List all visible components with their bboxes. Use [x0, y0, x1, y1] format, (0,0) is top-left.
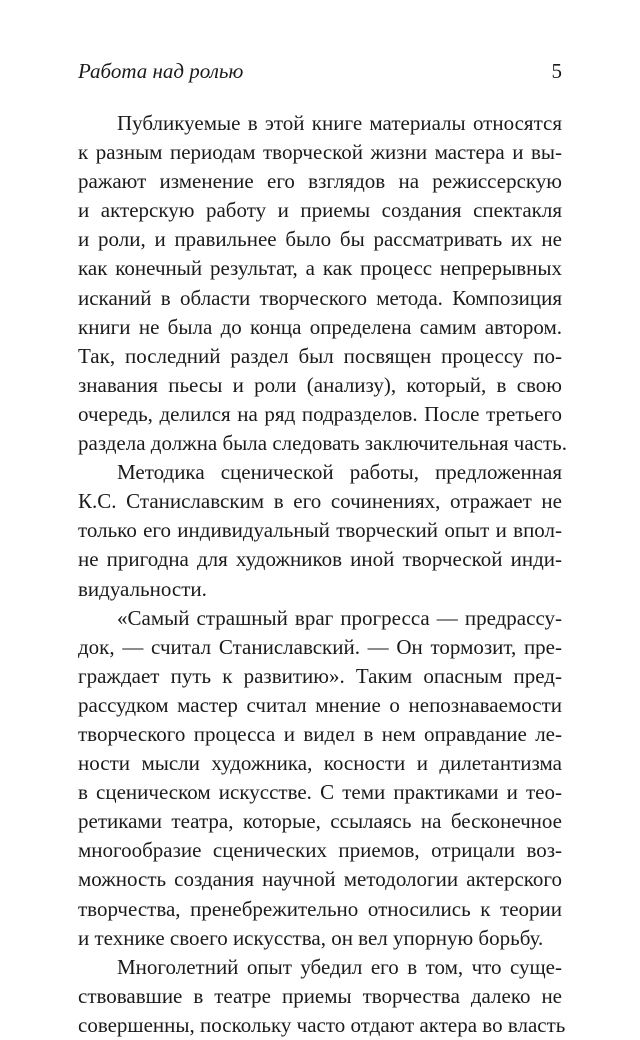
text-line: граждает путь к развитию». Таким опасным пред-	[78, 663, 562, 688]
text-line: в сценическом искусстве. С теми практиками и тео-	[78, 780, 562, 805]
text-line: Методика сценической работы, предложенная	[117, 460, 562, 485]
text-line: и актерскую работу и приемы создания спектакля	[78, 198, 562, 223]
text-line: очередь, делился на ряд подразделов. После третьего	[78, 401, 562, 426]
text-line: ретиками театра, которые, ссылаясь на бесконечное	[78, 809, 562, 834]
text-line: книги не была до конца определена самим автором.	[78, 314, 562, 339]
running-header	[78, 56, 562, 86]
text-line: творчества, пренебрежительно относились к теории	[78, 896, 562, 921]
text-line: и технике своего искусства, он вел упорную борьбу.	[78, 925, 544, 950]
text-line: знавания пьесы и роли (анализу), который, в свою	[78, 372, 562, 397]
body-text	[78, 109, 568, 1040]
text-line: Так, последний раздел был посвящен процессу по-	[78, 343, 562, 368]
paragraph-3	[78, 604, 562, 953]
text-line: только его индивидуальный творческий опыт и впол-	[78, 518, 562, 543]
running-title: Работа над ролью	[78, 59, 244, 83]
text-line: исканий в области творческого метода. Композиция	[78, 285, 562, 310]
text-line: «Самый страшный враг прогресса — предрассу-	[117, 605, 562, 630]
text-line: можность создания научной методологии актерского	[78, 867, 562, 892]
text-line: раздела должна была следовать заключительная часть.	[78, 431, 568, 456]
text-line: рассудком мастер считал мнение о непознаваемости	[78, 692, 562, 717]
text-line: ствовавшие в театре приемы творчества далеко не	[78, 983, 562, 1008]
paragraph-4	[78, 953, 566, 1040]
text-line: ражают изменение его взглядов на режиссерскую	[78, 169, 562, 194]
text-line: к разным периодам творческой жизни мастера и вы-	[78, 140, 562, 165]
text-line: многообразие сценических приемов, отрицали воз-	[78, 838, 562, 863]
text-line: Многолетний опыт убедил его в том, что суще-	[117, 954, 562, 979]
text-line: не пригодна для художников иной творческой инди-	[78, 547, 562, 572]
text-line: как конечный результат, а как процесс непрерывных	[78, 256, 562, 281]
text-line: совершенны, поскольку часто отдают актера во власть	[78, 1012, 566, 1037]
text-line: док, — считал Станиславский. — Он тормозит, пре-	[78, 634, 562, 659]
text-line: видуальности.	[78, 576, 207, 601]
paragraph-2	[78, 458, 562, 603]
text-line: и роли, и правильнее было бы рассматривать их не	[78, 227, 562, 252]
page-number: 5	[551, 59, 562, 83]
text-line: творческого процесса и видел в нем оправдание ле-	[78, 721, 562, 746]
text-line: К.С. Станиславским в его сочинениях, отражает не	[78, 489, 562, 514]
paragraph-1	[78, 109, 568, 458]
text-line: Публикуемые в этой книге материалы относятся	[117, 111, 562, 135]
text-line: ности мысли художника, косности и дилетантизма	[78, 751, 562, 776]
